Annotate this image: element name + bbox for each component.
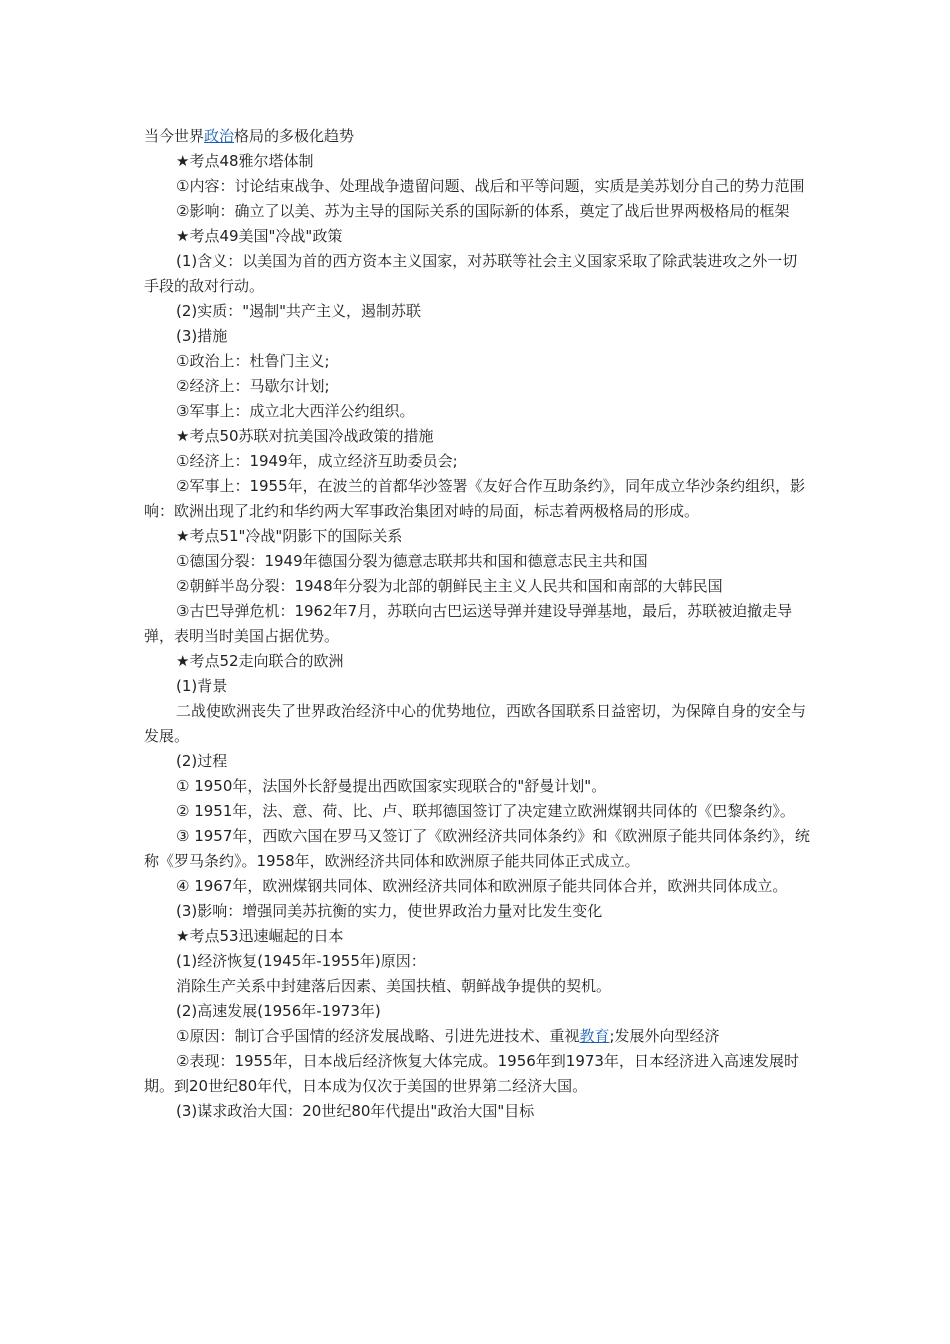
text-span: ①原因：制订合乎国情的经济发展战略、引进先进技术、重视 [176, 1027, 580, 1045]
title-suffix: 格局的多极化趋势 [234, 127, 355, 145]
paragraph: ②影响：确立了以美、苏为主导的国际关系的国际新的体系，奠定了战后世界两极格局的框架 [176, 202, 790, 220]
paragraph: ①内容：讨论结束战争、处理战争遗留问题、战后和平等问题，实质是美苏划分自己的势力范围 [176, 177, 805, 195]
paragraph: (2)高速发展(1956年-1973年) [176, 1002, 381, 1020]
paragraph: ③军事上：成立北大西洋公约组织。 [176, 402, 415, 420]
document-body [144, 124, 810, 1124]
text-span: ;发展外向型经济 [609, 1027, 720, 1045]
paragraph: (2)实质："遏制"共产主义，遏制苏联 [176, 302, 422, 320]
paragraph: (3)影响：增强同美苏抗衡的实力，使世界政治力量对比发生变化 [176, 902, 603, 920]
section-heading-48: ★考点48雅尔塔体制 [176, 152, 314, 170]
paragraph: ③ 1957年，西欧六国在罗马又签订了《欧洲经济共同体条约》和《欧洲原子能共同体条约》，统称《罗马条约》。1958年，欧洲经济共同体和欧洲原子能共同体正式成立。 [144, 827, 810, 870]
paragraph [144, 1024, 810, 1049]
paragraph: (1)经济恢复(1945年-1955年)原因： [176, 952, 426, 970]
paragraph: ④ 1967年，欧洲煤钢共同体、欧洲经济共同体和欧洲原子能共同体合并，欧洲共同体成立。 [176, 877, 788, 895]
paragraph: ②朝鲜半岛分裂：1948年分裂为北部的朝鲜民主主义人民共和国和南部的大韩民国 [176, 577, 723, 595]
paragraph: ②军事上：1955年，在波兰的首都华沙签署《友好合作互助条约》，同年成立华沙条约组织，影响：欧洲出现了北约和华约两大军事政治集团对峙的局面，标志着两极格局的形成。 [144, 477, 806, 520]
title-prefix: 当今世界 [144, 127, 205, 145]
paragraph: 二战使欧洲丧失了世界政治经济中心的优势地位，西欧各国联系日益密切，为保障自身的安全与发展。 [144, 702, 807, 745]
paragraph: ①政治上：杜鲁门主义; [176, 352, 330, 370]
politics-link[interactable]: 政治 [204, 127, 235, 145]
paragraph: (2)过程 [176, 752, 228, 770]
section-heading-53: ★考点53迅速崛起的日本 [176, 927, 344, 945]
paragraph: ①德国分裂：1949年德国分裂为德意志联邦共和国和德意志民主共和国 [176, 552, 648, 570]
paragraph: 消除生产关系中封建落后因素、美国扶植、朝鲜战争提供的契机。 [176, 977, 612, 995]
document-title [144, 124, 810, 149]
paragraph: ② 1951年，法、意、荷、比、卢、联邦德国签订了决定建立欧洲煤钢共同体的《巴黎条约》。 [176, 802, 795, 820]
paragraph: ③古巴导弹危机：1962年7月，苏联向古巴运送导弹并建设导弹基地，最后，苏联被迫撤走导弹，表明当时美国占据优势。 [144, 602, 793, 645]
section-heading-50: ★考点50苏联对抗美国冷战政策的措施 [176, 427, 434, 445]
section-heading-49: ★考点49美国"冷战"政策 [176, 227, 343, 245]
paragraph: (1)含义：以美国为首的西方资本主义国家，对苏联等社会主义国家采取了除武装进攻之外一切手段的敌对行动。 [144, 252, 798, 295]
section-heading-51: ★考点51"冷战"阴影下的国际关系 [176, 527, 403, 545]
paragraph: ②经济上：马歇尔计划; [176, 377, 330, 395]
paragraph: (3)措施 [176, 327, 228, 345]
paragraph: (1)背景 [176, 677, 228, 695]
education-link[interactable]: 教育 [579, 1027, 610, 1045]
paragraph: ① 1950年，法国外长舒曼提出西欧国家实现联合的"舒曼计划"。 [176, 777, 607, 795]
paragraph: ②表现：1955年，日本战后经济恢复大体完成。1956年到1973年，日本经济进入高速发展时期。到20世纪80年代，日本成为仅次于美国的世界第二经济大国。 [144, 1052, 799, 1095]
paragraph: (3)谋求政治大国：20世纪80年代提出"政治大国"目标 [176, 1102, 535, 1120]
section-heading-52: ★考点52走向联合的欧洲 [176, 652, 344, 670]
paragraph: ①经济上：1949年，成立经济互助委员会; [176, 452, 458, 470]
